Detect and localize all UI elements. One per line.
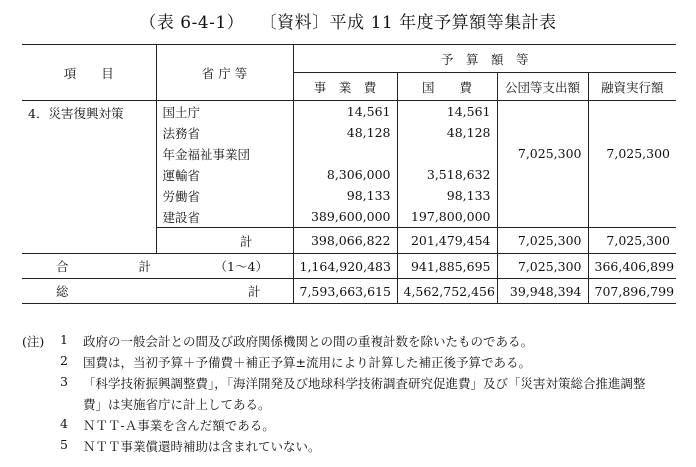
table-row <box>22 101 676 123</box>
table-caption: 〔資料〕平成 11 年度予算額等集計表 <box>268 13 557 33</box>
header-item: 項 目 <box>22 45 156 101</box>
note-text: 「科学技術振興調整費」，「海洋開発及び地球科学技術調査研究促進費」及び「災害対策総合推進調整 <box>83 376 646 391</box>
corp-spending-cell: 7,025,300 <box>497 143 588 164</box>
note-text: ＮＴＴ-Ａ事業を含んだ額である。 <box>83 418 275 433</box>
total-national-cost: 941,885,695 <box>397 254 497 279</box>
note-item <box>22 353 682 374</box>
corp-spending-cell <box>497 206 588 228</box>
corp-spending-cell <box>497 164 588 185</box>
section-label: 4．災害復興対策 <box>28 106 124 121</box>
budget-table <box>22 44 676 304</box>
national-cost-cell <box>397 143 497 164</box>
loan-cell <box>588 206 676 228</box>
subtotal-loan: 7,025,300 <box>588 228 676 254</box>
ministry-cell: 建設省 <box>156 206 293 228</box>
note-number: 5 <box>60 437 68 452</box>
notes <box>22 332 682 458</box>
subtotal-national-cost: 201,479,454 <box>397 228 497 254</box>
total-label-1: 合 <box>56 259 69 274</box>
national-cost-cell: 48,128 <box>397 122 497 143</box>
note-item <box>22 395 682 416</box>
corp-spending-cell <box>497 122 588 143</box>
note-item <box>22 332 682 353</box>
project-cost-cell <box>293 143 397 164</box>
corp-spending-cell <box>497 101 588 123</box>
note-text: 国費は，当初予算＋予備費＋補正予算±流用により計算した補正後予算である。 <box>83 355 531 370</box>
grand-total-loan: 707,896,799 <box>588 279 676 304</box>
grand-total-label-1: 総 <box>22 279 156 304</box>
note-number: 4 <box>60 416 68 431</box>
grand-total-label-2: 計 <box>156 279 293 304</box>
total-loan: 366,406,899 <box>588 254 676 279</box>
loan-cell <box>588 122 676 143</box>
note-item <box>22 374 682 395</box>
note-number: 1 <box>60 332 68 347</box>
header-ministry: 省 庁 等 <box>156 45 293 101</box>
subtotal-corp-spending: 7,025,300 <box>497 228 588 254</box>
subtotal-label: 計 <box>156 228 293 254</box>
note-text: ＮＴＴ事業償還時補助は含まれていない。 <box>83 439 321 454</box>
ministry-cell: 国土庁 <box>156 101 293 123</box>
notes-label: (注) <box>22 334 45 349</box>
national-cost-cell: 98,133 <box>397 185 497 206</box>
table-number: （表 6-4-1） <box>139 13 245 33</box>
header-row-1 <box>22 45 676 73</box>
note-item <box>22 437 682 458</box>
total-corp-spending: 7,025,300 <box>497 254 588 279</box>
total-project-cost: 1,164,920,483 <box>293 254 397 279</box>
ministry-cell: 年金福祉事業団 <box>156 143 293 164</box>
header-loan: 融資実行額 <box>588 73 676 101</box>
ministry-cell: 労働省 <box>156 185 293 206</box>
loan-cell: 7,025,300 <box>588 143 676 164</box>
project-cost-cell: 389,600,000 <box>293 206 397 228</box>
grand-total-national-cost: 4,562,752,456 <box>397 279 497 304</box>
ministry-cell: 法務省 <box>156 122 293 143</box>
project-cost-cell: 48,128 <box>293 122 397 143</box>
note-number: 3 <box>60 374 68 389</box>
ministry-cell: 運輸省 <box>156 164 293 185</box>
note-text: 政府の一般会計との間及び政府関係機関との間の重複計数を除いたものである。 <box>83 334 534 349</box>
project-cost-cell: 8,306,000 <box>293 164 397 185</box>
project-cost-cell: 98,133 <box>293 185 397 206</box>
project-cost-cell: 14,561 <box>293 101 397 123</box>
header-national-cost: 国 費 <box>397 73 497 101</box>
total-range: （1～4） <box>156 254 293 279</box>
note-item <box>22 416 682 437</box>
national-cost-cell: 3,518,632 <box>397 164 497 185</box>
note-text: 費」は実施省庁に計上してある。 <box>83 397 271 412</box>
national-cost-cell: 197,800,000 <box>397 206 497 228</box>
total-label <box>22 254 156 279</box>
header-budget-group: 予 算 額 等 <box>293 45 676 73</box>
national-cost-cell: 14,561 <box>397 101 497 123</box>
total-label-2: 計 <box>138 259 152 274</box>
subtotal-project-cost: 398,066,822 <box>293 228 397 254</box>
loan-cell <box>588 101 676 123</box>
header-corp-spending: 公団等支出額 <box>497 73 588 101</box>
grand-total-row <box>22 279 676 304</box>
total-row <box>22 254 676 279</box>
table-title <box>0 8 696 33</box>
corp-spending-cell <box>497 185 588 206</box>
grand-total-corp-spending: 39,948,394 <box>497 279 588 304</box>
header-project-cost: 事 業 費 <box>293 73 397 101</box>
grand-total-project-cost: 7,593,663,615 <box>293 279 397 304</box>
loan-cell <box>588 164 676 185</box>
loan-cell <box>588 185 676 206</box>
note-number: 2 <box>60 353 68 368</box>
